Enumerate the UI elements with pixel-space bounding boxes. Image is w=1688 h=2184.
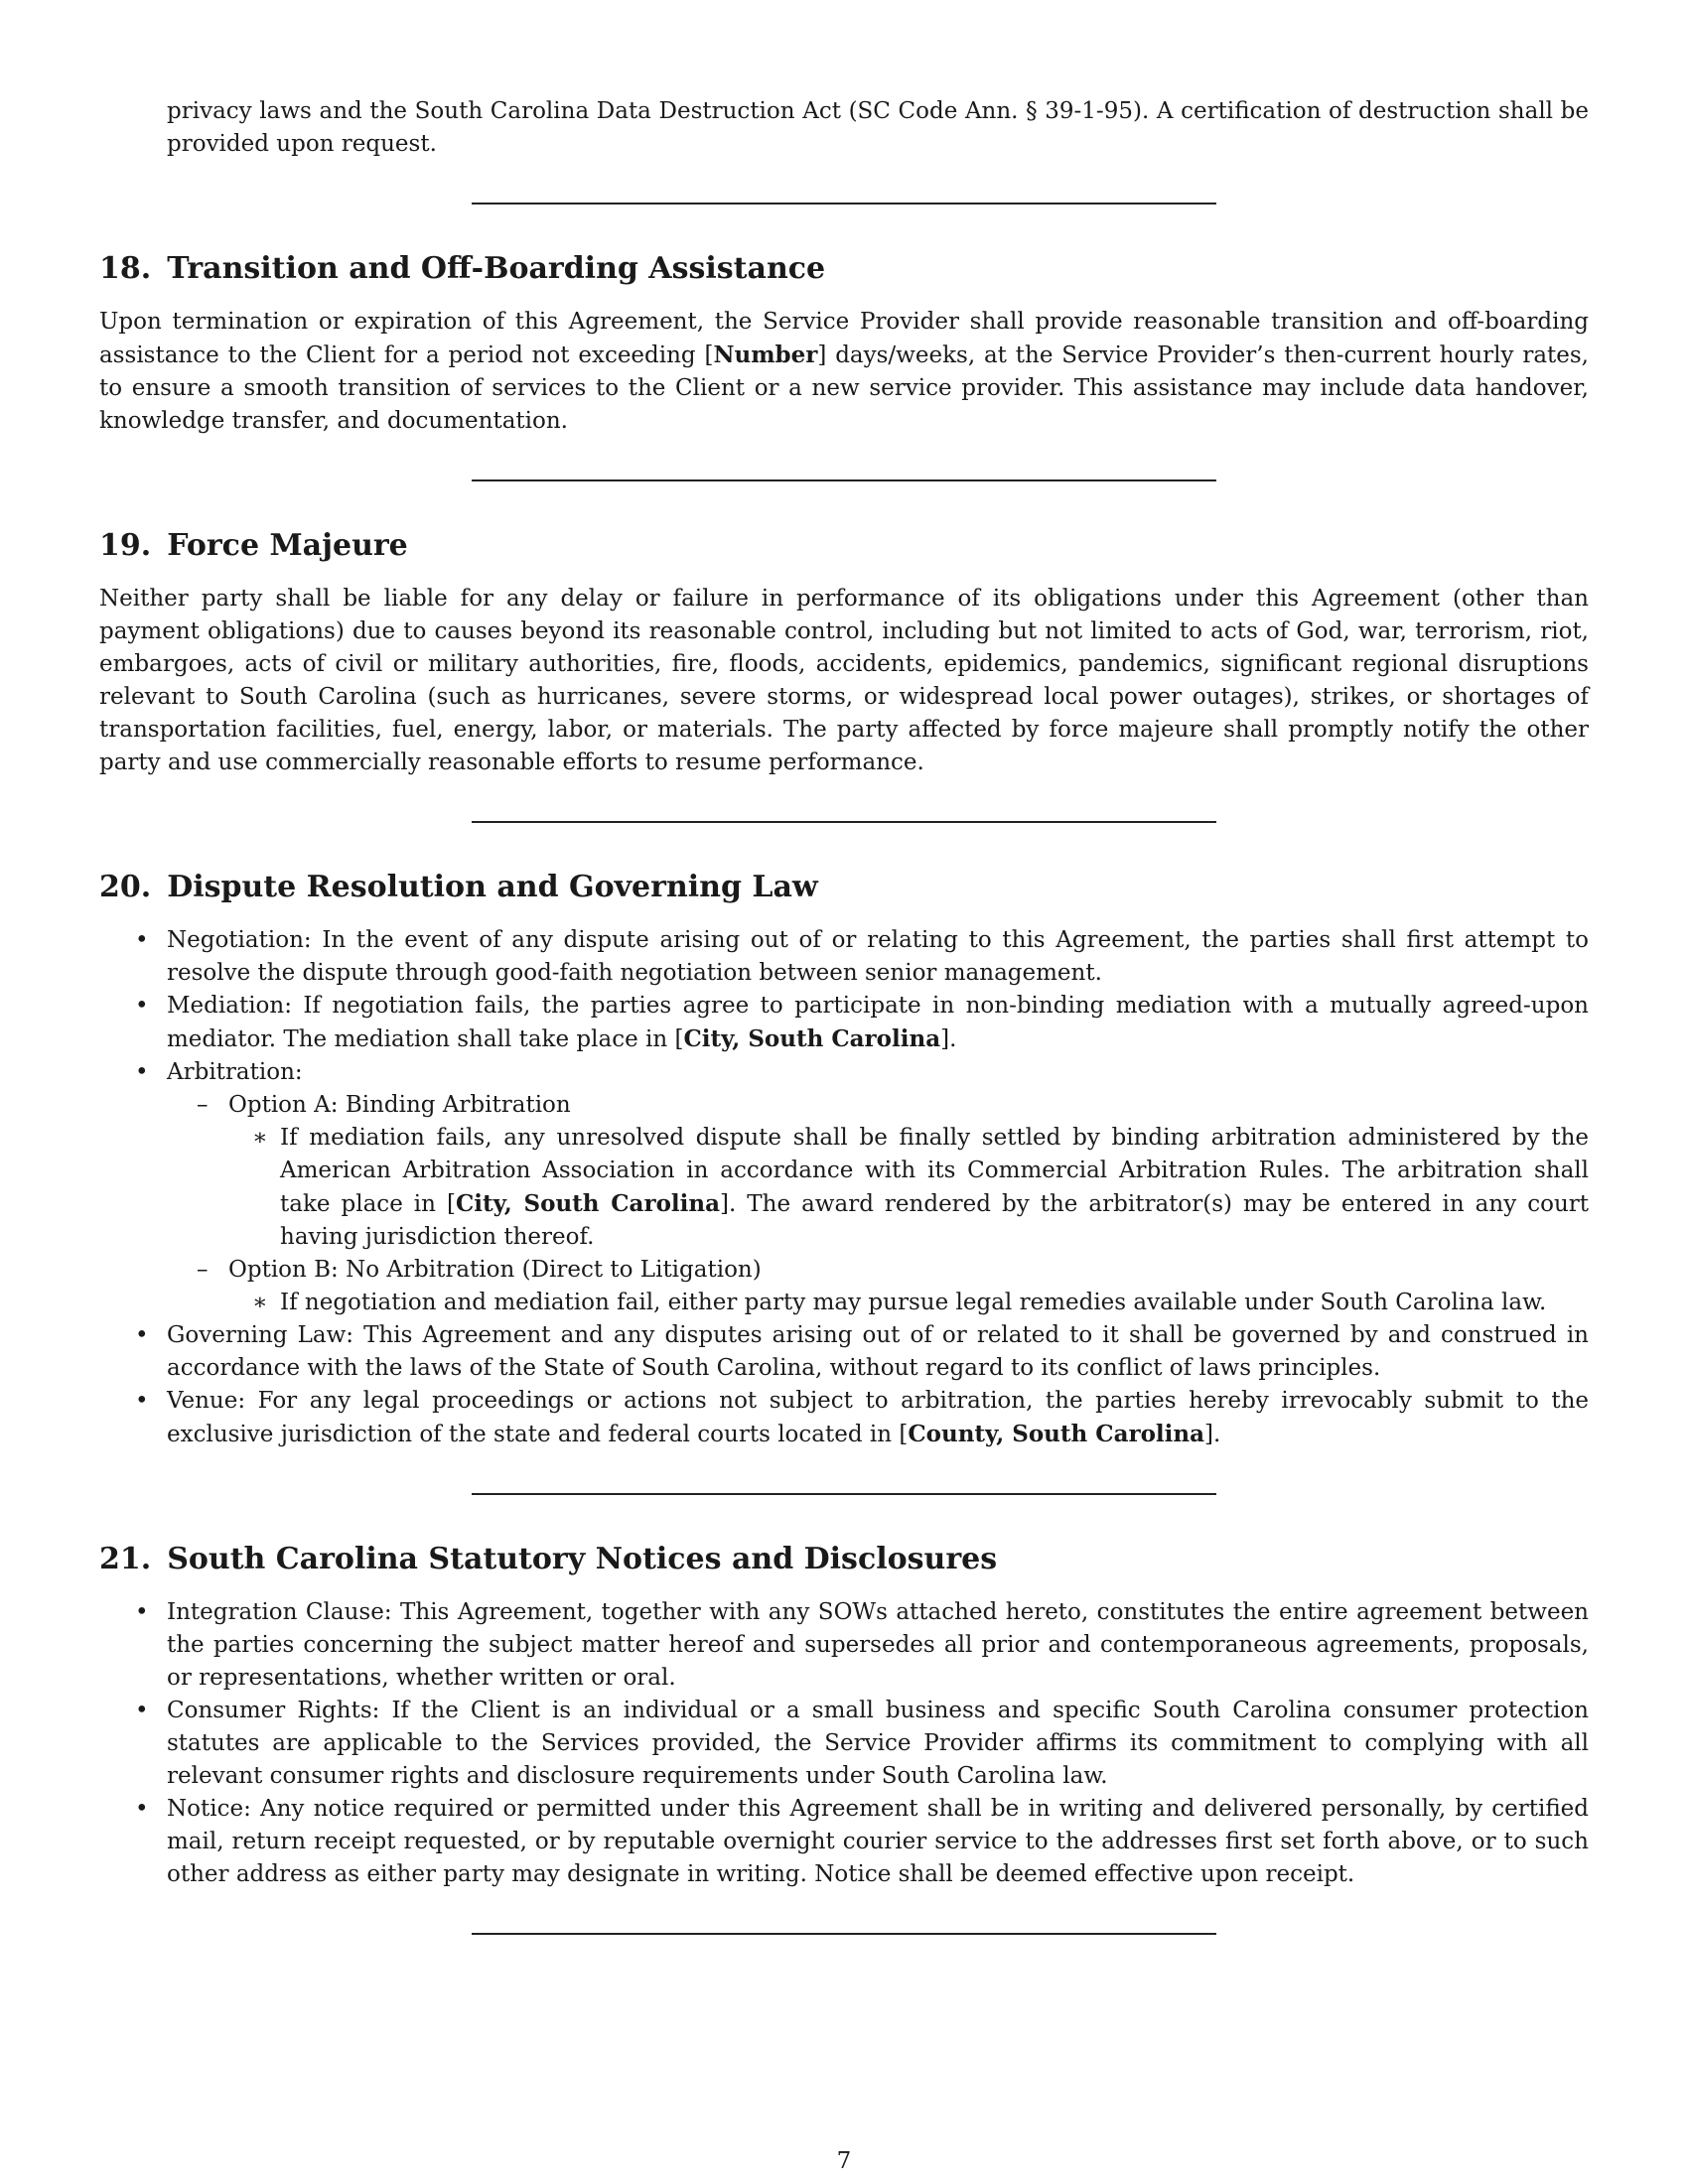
list-item-mediation [99, 990, 1589, 1056]
intro-continuation: privacy laws and the South Carolina Data Destruction Act (SC Code Ann. § 39-1-95). A certification of destruction shall be provided upon request. [167, 98, 1589, 157]
list-item-integration [99, 1596, 1589, 1695]
section-21-heading [99, 1541, 1589, 1578]
section-number: 19. [99, 528, 152, 563]
list-item-text: Arbitration: [167, 1059, 303, 1085]
section-20-list [99, 924, 1589, 1451]
section-number: 18. [99, 251, 152, 286]
bullet-icon: • [135, 1388, 149, 1414]
section-title: Dispute Resolution and Governing Law [167, 870, 818, 904]
section-title: Transition and Off-Boarding Assistance [167, 251, 826, 286]
list-item-text: Consumer Rights: If the Client is an individual or a small business and specific South Carolina consumer protection statutes are applicable to the Services provided, the Service Provider affirms its commitment to complying with all relevant consumer rights and disclosure requirements under South Carolina law. [167, 1698, 1589, 1789]
dash-icon: – [197, 1092, 209, 1118]
text-run: Mediation: If negotiation fails, the parties agree to participate in non-binding mediation with a mutually agreed-upon mediator. The mediation shall take place in [ [167, 993, 1589, 1052]
list-item-notice [99, 1793, 1589, 1891]
section-18-body [99, 306, 1589, 438]
section-19-heading [99, 527, 1589, 565]
text-run: ]. [940, 1026, 957, 1052]
placeholder-city: City, South Carolina [683, 1025, 941, 1052]
section-title: South Carolina Statutory Notices and Disclosures [167, 1542, 998, 1576]
bullet-icon: • [135, 1599, 149, 1625]
option-b-details [228, 1287, 1589, 1319]
list-item-consumer-rights [99, 1695, 1589, 1793]
list-item-text: Integration Clause: This Agreement, together with any SOWs attached hereto, constitutes the entire agreement between the parties concerning the subject matter hereof and supersedes all prior and contemporaneous agreements, proposals, or representations, whether written or oral. [167, 1599, 1589, 1691]
list-item-negotiation [99, 924, 1589, 990]
page-number: 7 [836, 2148, 852, 2174]
list-item-text: Negotiation: In the event of any dispute arising out of or relating to this Agreement, the parties shall first attempt to resolve the dispute through good-faith negotiation between senior management. [167, 927, 1589, 986]
bullet-icon: • [135, 927, 149, 953]
text-run: ] days/weeks, at the Service Provider’s then-current hourly rates, to ensure a smooth transition of services to the Client or a new service provider. This assistance may include data handover, knowledge transfer, and documentation. [99, 342, 1589, 434]
section-title: Force Majeure [167, 528, 408, 563]
option-a-text [228, 1122, 1589, 1254]
arbitration-options [167, 1089, 1589, 1319]
option-a-details [228, 1122, 1589, 1254]
option-title: Option B: No Arbitration (Direct to Litigation) [228, 1257, 762, 1283]
section-18-heading [99, 250, 1589, 288]
placeholder-city: City, South Carolina [455, 1190, 721, 1217]
section-number: 21. [99, 1542, 152, 1576]
text-run: Venue: For any legal proceedings or actions not subject to arbitration, the parties hereby irrevocably submit to the exclusive jurisdiction of the state and federal courts located in [ [167, 1388, 1589, 1447]
option-b-text [228, 1287, 1589, 1319]
bullet-icon: • [135, 1322, 149, 1348]
bullet-icon: • [135, 1059, 149, 1085]
text-run: If mediation fails, any unresolved dispute shall be finally settled by binding arbitration administered by the American Arbitration Association in accordance with its Commercial Arbitration Rules. The arbitration shall take place in [ [280, 1125, 1589, 1217]
text-run: Upon termination or expiration of this Agreement, the Service Provider shall provide reasonable transition and off-boarding assistance to the Client for a period not exceeding [ [99, 309, 1589, 368]
asterisk-icon: ∗ [252, 1290, 268, 1315]
list-item-governing-law [99, 1319, 1589, 1385]
section-20-heading [99, 869, 1589, 906]
document-page [99, 95, 1589, 1935]
option-a [167, 1089, 1589, 1254]
bullet-icon: • [135, 1796, 149, 1822]
section-21-list [99, 1596, 1589, 1891]
list-item-venue [99, 1385, 1589, 1451]
list-item-text: Governing Law: This Agreement and any disputes arising out of or related to it shall be governed by and construed in accordance with the laws of the State of South Carolina, without regard to its conflict of laws principles. [167, 1322, 1589, 1381]
section-divider [472, 1933, 1216, 1935]
bullet-icon: • [135, 993, 149, 1019]
text-run: ]. [1204, 1422, 1221, 1447]
list-item-text: Notice: Any notice required or permitted under this Agreement shall be in writing and delivered personally, by certified mail, return receipt requested, or by reputable overnight courier service to the addresses first set forth above, or to such other address as either party may designate in writing. Notice shall be deemed effective upon receipt. [167, 1796, 1589, 1887]
section-divider [472, 821, 1216, 823]
asterisk-icon: ∗ [252, 1125, 268, 1151]
section-divider [472, 203, 1216, 205]
section-19-body: Neither party shall be liable for any delay or failure in performance of its obligations under this Agreement (other than payment obligations) due to causes beyond its reasonable control, including but not limited to acts of God, war, terrorism, riot, embargoes, acts of civil or military authorities, fire, floods, accidents, epidemics, pandemics, significant regional disruptions relevant to South Carolina (such as hurricanes, severe storms, or widespread local power outages), strikes, or shortages of transportation facilities, fuel, energy, labor, or materials. The party affected by force majeure shall promptly notify the other party and use commercially reasonable efforts to resume performance. [99, 586, 1589, 775]
text-run: ]. The award rendered by the arbitrator(s) may be entered in any court having jurisdiction thereof. [280, 1191, 1589, 1250]
placeholder-number: Number [713, 341, 818, 368]
section-divider [472, 1493, 1216, 1495]
text-run: If negotiation and mediation fail, either party may pursue legal remedies available under South Carolina law. [280, 1290, 1547, 1315]
placeholder-county: County, South Carolina [908, 1421, 1205, 1447]
bullet-icon: • [135, 1698, 149, 1723]
list-item-arbitration [99, 1056, 1589, 1319]
section-number: 20. [99, 870, 152, 904]
option-b [167, 1254, 1589, 1319]
dash-icon: – [197, 1257, 209, 1283]
option-title: Option A: Binding Arbitration [228, 1092, 571, 1118]
section-divider [472, 479, 1216, 481]
